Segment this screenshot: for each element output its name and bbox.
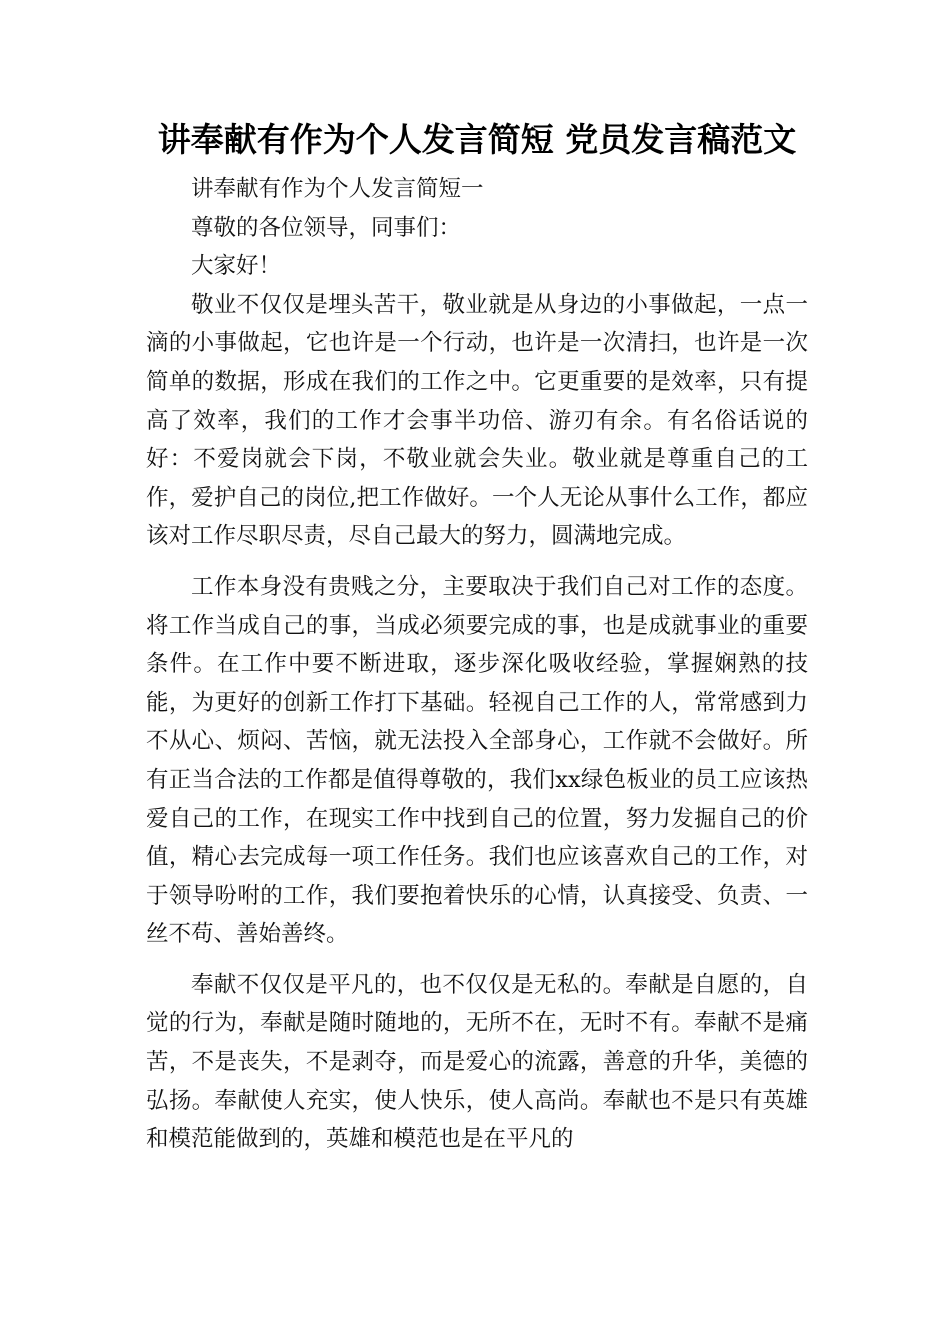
greeting: 大家好！ [191, 253, 282, 280]
paragraph-contribution: 奉献不仅仅是平凡的，也不仅仅是无私的。奉献是自愿的，自觉的行为，奉献是随时随地的，无所不在，无时不有。奉献不是痛苦，不是丧失，不是剥夺，而是爱心的流露，善意的升华，美德的弘扬。奉献使人充实，使人快乐，使人高尚。奉献也不是只有英雄和模范能做到的，英雄和模范也是在平凡的 [146, 971, 808, 1153]
salutation: 尊敬的各位领导，同事们： [191, 214, 462, 241]
paragraph-work-attitude: 工作本身没有贵贱之分，主要取决于我们自己对工作的态度。将工作当成自己的事，当成必须要完成的事，也是成就事业的重要条件。在工作中要不断进取，逐步深化吸收经验，掌握娴熟的技能，为更好的创新工作打下基础。轻视自己工作的人，常常感到力不从心、烦闷、苦恼，就无法投入全部身心，工作就不会做好。所有正当合法的工作都是值得尊敬的，我们xx绿色板业的员工应该热爱自己的工作，在现实工作中找到自己的位置，努力发掘自己的价值，精心去完成每一项工作任务。我们也应该喜欢自己的工作，对于领导吩咐的工作，我们要抱着快乐的心情，认真接受、负责、一丝不苟、善始善终。 [146, 573, 808, 948]
document-title: 讲奉献有作为个人发言简短 党员发言稿范文 [157, 120, 797, 159]
document-subtitle: 讲奉献有作为个人发言简短一 [191, 176, 484, 202]
document-body [146, 116, 808, 1159]
paragraph-dedication-to-work: 敬业不仅仅是埋头苦干，敬业就是从身边的小事做起，一点一滴的小事做起，它也许是一个行动，也许是一次清扫，也许是一次简单的数据，形成在我们的工作之中。它更重要的是效率，只有提高了效率，我们的工作才会事半功倍、游刃有余。有名俗话说的好：不爱岗就会下岗，不敬业就会失业。敬业就是尊重自己的工作，爱护自己的岗位,把工作做好。一个人无论从事什么工作，都应该对工作尽职尽责，尽自己最大的努力，圆满地完成。 [146, 291, 808, 550]
